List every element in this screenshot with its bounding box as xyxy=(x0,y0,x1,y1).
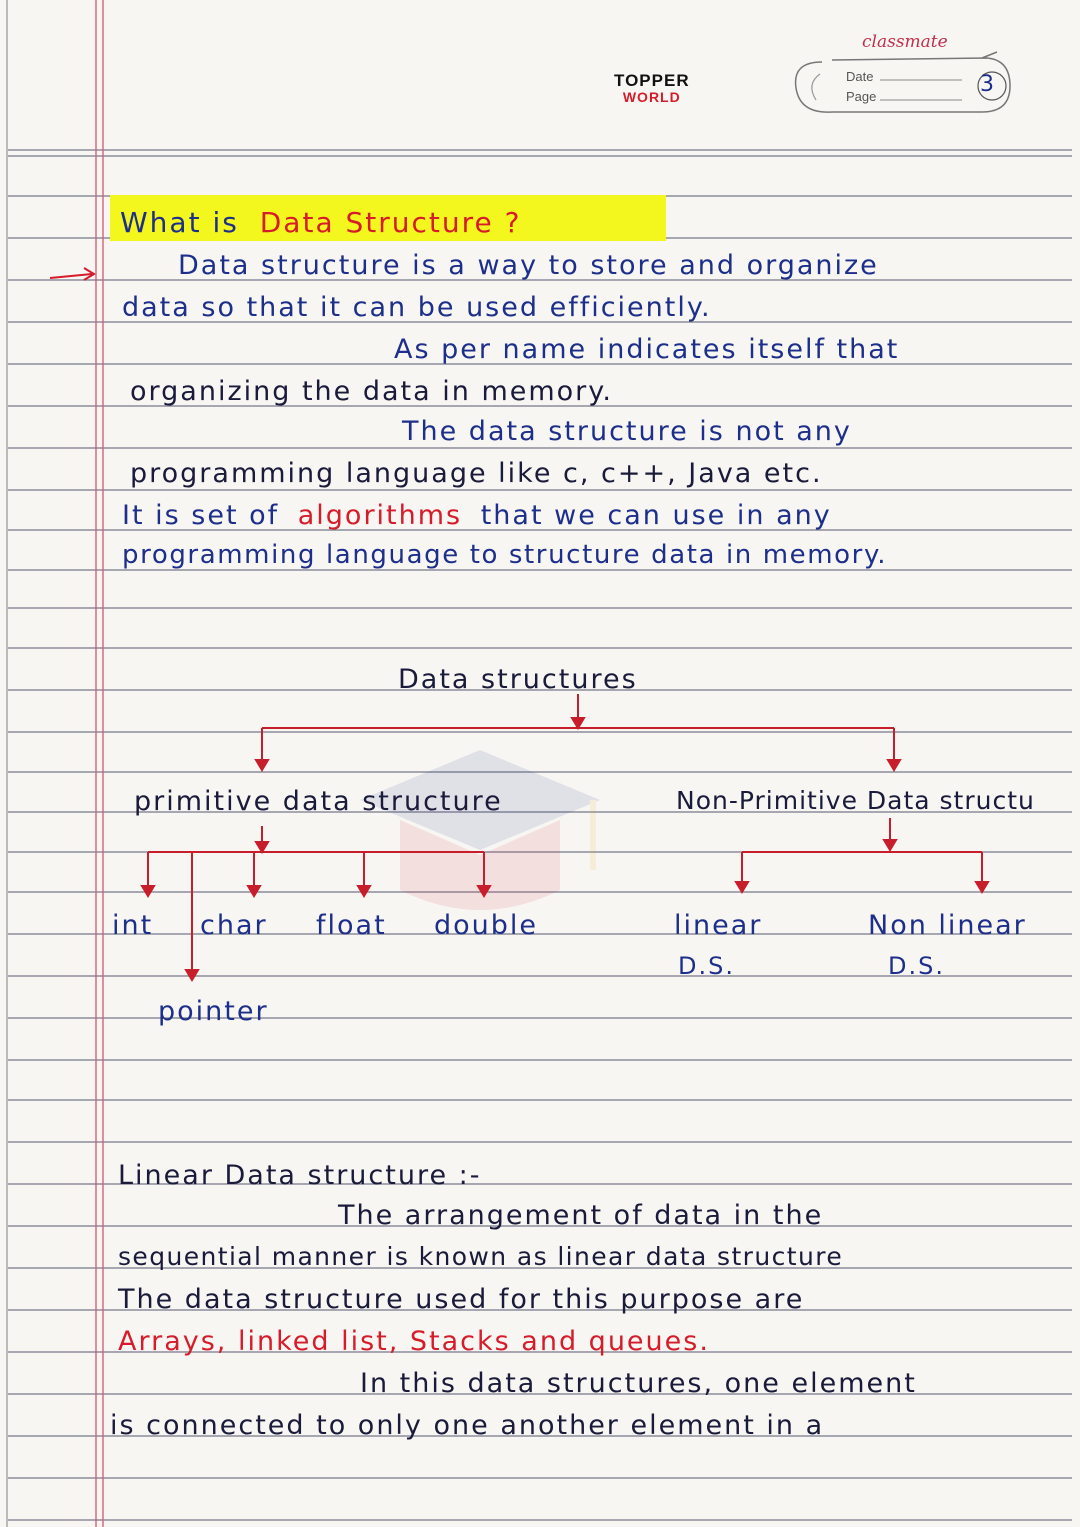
s1-line-3: As per name indicates itself that xyxy=(394,334,900,365)
notebook-brand: classmate xyxy=(862,32,948,52)
s1-line-6: programming language like c, c++, Java etc. xyxy=(130,458,823,489)
node-non-primitive: Non-Primitive Data structu xyxy=(676,786,1035,815)
brand-line1: TOPPER xyxy=(614,71,690,90)
node-nonlinear-ds: D.S. xyxy=(888,952,945,980)
page-number: 3 xyxy=(980,72,994,97)
s1-line-2: data so that it can be used efficiently. xyxy=(122,292,712,323)
s2-examples: Arrays, linked list, Stacks and queues. xyxy=(118,1326,710,1357)
node-nonlinear: Non linear xyxy=(868,910,1027,941)
node-pointer: pointer xyxy=(158,996,269,1027)
s1-line-5: The data structure is not any xyxy=(402,416,852,447)
line7-prefix: It is set of xyxy=(122,500,280,531)
page-label: Page xyxy=(846,89,877,104)
s2-line-4: In this data structures, one element xyxy=(360,1368,917,1399)
brand-line2: WORLD xyxy=(622,89,681,105)
section2-heading: Linear Data structure :- xyxy=(118,1160,482,1191)
s1-line-1: Data structure is a way to store and organize xyxy=(178,250,879,281)
node-char: char xyxy=(200,910,268,941)
heading-term: Data Structure ? xyxy=(259,206,522,239)
node-float: float xyxy=(316,910,387,941)
date-label: Date xyxy=(846,69,874,84)
line7-algorithms: algorithms xyxy=(297,500,463,531)
s2-line-3: The data structure used for this purpose are xyxy=(118,1284,805,1315)
s2-line-5: is connected to only one another element in a xyxy=(110,1410,825,1441)
node-linear-ds: D.S. xyxy=(678,952,735,980)
s2-line-1: The arrangement of data in the xyxy=(338,1200,824,1231)
s1-line-8: programming language to structure data in memory. xyxy=(122,540,888,570)
node-linear: linear xyxy=(674,910,763,941)
node-int: int xyxy=(112,910,154,941)
heading-prefix: What is xyxy=(120,206,239,239)
s2-line-2: sequential manner is known as linear data structure xyxy=(118,1242,844,1271)
node-double: double xyxy=(434,910,539,941)
node-primitive: primitive data structure xyxy=(134,786,503,817)
line7-suffix: that we can use in any xyxy=(480,500,832,531)
s1-line-4: organizing the data in memory. xyxy=(130,376,613,407)
node-data-structures: Data structures xyxy=(398,664,638,695)
